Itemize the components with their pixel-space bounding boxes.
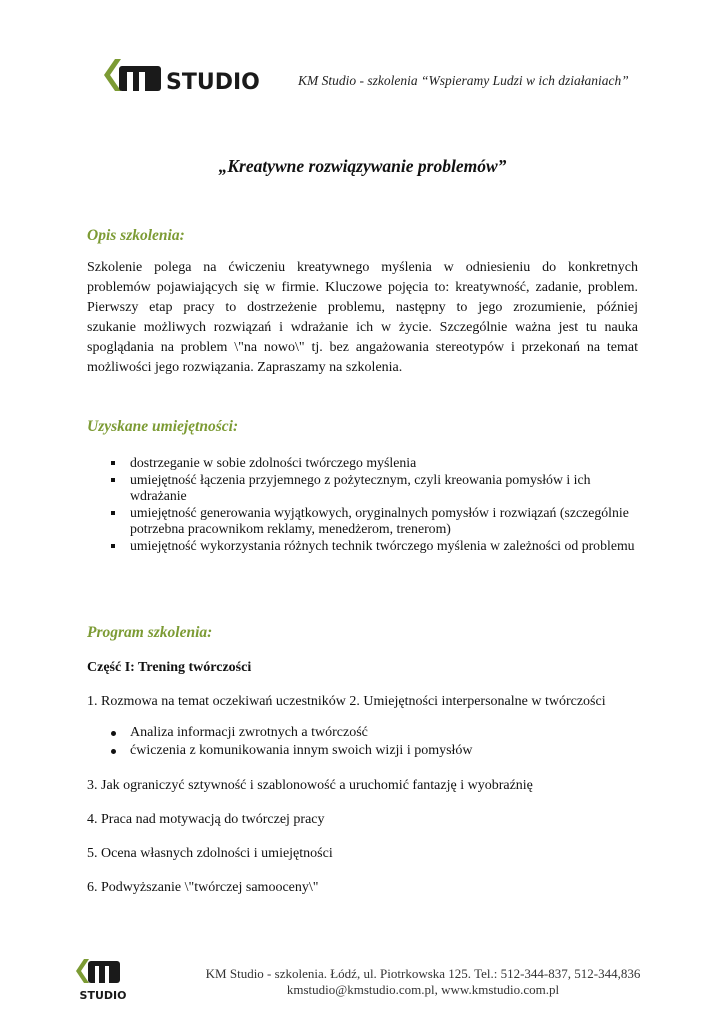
- description-paragraph: [87, 258, 638, 378]
- program-line-6: 6. Podwyższanie \"twórczej samooceny\": [87, 880, 319, 895]
- footer-address: KM Studio - szkolenia. Łódź, ul. Piotrkowska 125. Tel.: 512-344-837, 512-344,836: [205, 966, 641, 981]
- skills-list: [104, 455, 644, 555]
- section-heading-program: Program szkolenia:: [87, 624, 213, 641]
- program-line-5: 5. Ocena własnych zdolności i umiejętności: [87, 846, 333, 861]
- list-item: umiejętność wykorzystania różnych technik twórczego myślenia w zależności od problemu: [104, 538, 644, 554]
- footer-logo: [76, 955, 130, 1001]
- km-studio-logo: [104, 58, 270, 92]
- description-line: Pierwszy etap pracy to dostrzeżenie problemu, następny to jego zrozumienie, później: [87, 300, 638, 315]
- footer-contact: kmstudio@kmstudio.com.pl, www.kmstudio.com.pl: [286, 982, 560, 997]
- program-line-3: 3. Jak ograniczyć sztywność i szablonowość a uruchomić fantazję i wyobraźnię: [87, 778, 533, 793]
- round-bullet-icon: [111, 731, 116, 736]
- description-line: Szkolenie polega na ćwiczeniu kreatywnego myślenia w odniesieniu do konkretnych: [87, 260, 638, 275]
- square-bullet-icon: [111, 461, 115, 465]
- page-title: „Kreatywne rozwiązywanie problemów”: [218, 156, 507, 176]
- square-bullet-icon: [111, 511, 115, 515]
- square-bullet-icon: [111, 478, 115, 482]
- list-item: umiejętność łączenia przyjemnego z pożytecznym, czyli kreowania pomysłów i ich wdrażanie: [104, 472, 644, 505]
- list-item: umiejętność generowania wyjątkowych, oryginalnych pomysłów i rozwiązań (szczególnie potrzebna pracownikom reklamy, menedżerom, trenerom): [104, 505, 644, 538]
- header-tagline: KM Studio - szkolenia “Wspieramy Ludzi w ich działaniach”: [298, 73, 629, 88]
- round-bullet-icon: [111, 749, 116, 754]
- list-item: ćwiczenia z komunikowania innym swoich wizji i pomysłów: [104, 742, 473, 760]
- section-heading-skills: Uzyskane umiejętności:: [87, 418, 239, 435]
- description-line: problemów pojawiających się w firmie. Kluczowe pojęcia to: kreatywność, zadanie, problem.: [87, 280, 638, 295]
- description-line: spoglądania na problem \"na nowo\" tj. bez angażowania stereotypów i przekonań na temat: [87, 340, 638, 355]
- program-line-4: 4. Praca nad motywacją do twórczej pracy: [87, 812, 325, 827]
- list-item: Analiza informacji zwrotnych a twórczość: [104, 724, 473, 742]
- program-part-title: Część I: Trening twórczości: [87, 660, 252, 675]
- footer-logo-wordmark: STUDIO: [79, 989, 127, 1001]
- section-heading-description: Opis szkolenia:: [87, 227, 185, 244]
- description-line: szukanie możliwych rozwiązań i wdrażanie ich w życie. Szczególnie ważna jest tu nauka: [87, 320, 638, 335]
- logo-wordmark: STUDIO: [166, 70, 260, 92]
- description-line: możliwości jego rozwiązania. Zapraszamy na szkolenia.: [87, 360, 403, 375]
- program-line-1: 1. Rozmowa na temat oczekiwań uczestników 2. Umiejętności interpersonalne w twórczości: [87, 694, 606, 709]
- list-item: dostrzeganie w sobie zdolności twórczego myślenia: [104, 455, 644, 471]
- program-bullets: [104, 724, 473, 760]
- square-bullet-icon: [111, 544, 115, 548]
